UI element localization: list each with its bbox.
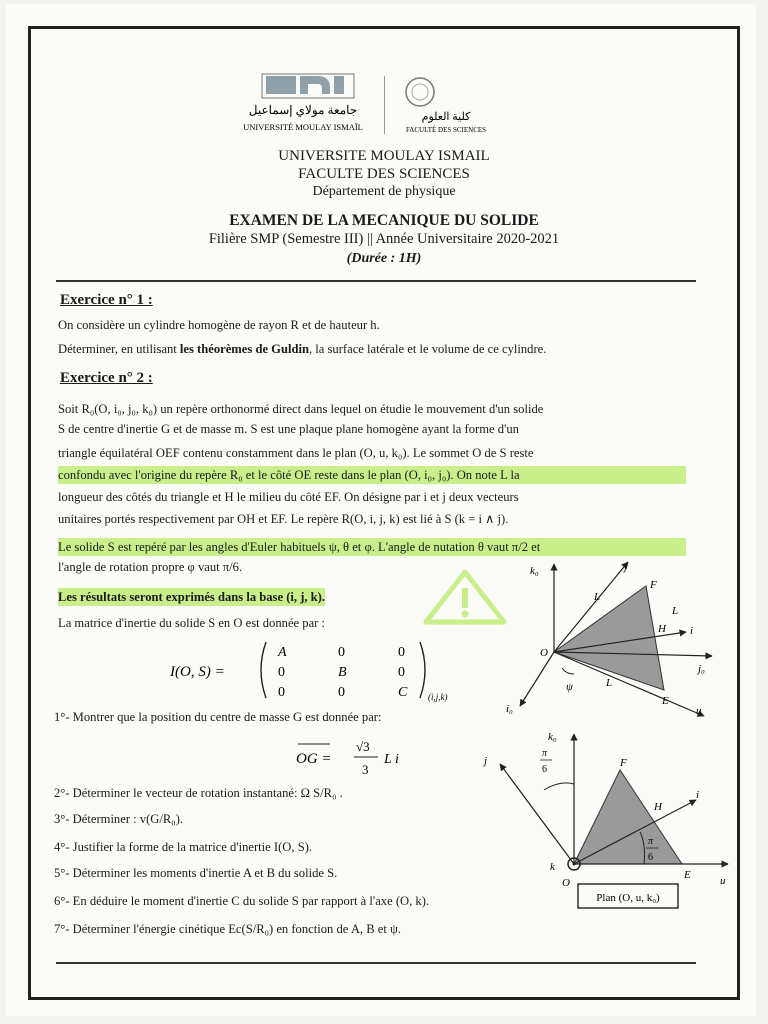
matrix-c: C [398, 685, 408, 700]
header-rule [56, 280, 696, 282]
exercise2-para2-line2: l'angle de rotation propre φ vaut π/6. [58, 560, 243, 574]
university-name: UNIVERSITE MOULAY ISMAIL [278, 148, 490, 164]
faculty-arabic-text: كلية العلوم [421, 111, 471, 123]
label-pi: π [542, 748, 548, 759]
faculty-latin-text: FACULTÉ DES SCIENCES [405, 126, 487, 134]
label-i: i [696, 789, 700, 801]
exam-duration: (Durée : 1H) [346, 251, 422, 266]
logo-divider [384, 76, 385, 134]
university-logo [238, 70, 368, 140]
logo-arabic-text: جامعة مولاي إسماعيل [248, 103, 358, 117]
question-4: 4°- Justifier la forme de la matrice d'inertie I(O, S). [54, 840, 313, 854]
og-formula [296, 734, 436, 780]
label-l2: L [672, 605, 679, 617]
matrix-b: B [338, 665, 347, 680]
faculty-logo [398, 72, 490, 138]
label-l3: L [606, 677, 613, 689]
label-o: O [540, 647, 548, 659]
matrix-cell: 0 [278, 685, 285, 700]
label-pi-den: 6 [542, 764, 547, 775]
label-u: u [696, 705, 702, 717]
label-j0: j₀ [698, 663, 705, 675]
label-pi2-den: 6 [648, 852, 653, 863]
question-2: 2°- Déterminer le vecteur de rotation instantané: Ω S/R₀ . [54, 786, 343, 800]
label-k0: k₀ [530, 565, 539, 577]
exercise2-para1-line4: confondu avec l'origine du repère R₀ et le côté OE reste dans le plan (O, i₀, j₀). On note L la [58, 466, 686, 484]
label-f: F [620, 757, 627, 769]
filiere-line: Filière SMP (Semestre III) || Année Universitaire 2020-2021 [208, 231, 560, 247]
matrix-cell: 0 [398, 665, 405, 680]
label-k: k [550, 861, 555, 873]
question-3: 3°- Déterminer : v(G/R₀). [54, 812, 184, 826]
figure-2-plane [470, 726, 740, 916]
label-j: j [624, 561, 628, 573]
label-h: H [654, 801, 662, 813]
triangle-oef-plan [574, 770, 682, 864]
label-f: F [650, 579, 657, 591]
figure-1-euler-angles [500, 556, 730, 724]
label-psi: ψ [566, 681, 573, 693]
label-i0: i₀ [506, 703, 513, 715]
matrix-cell: 0 [278, 665, 285, 680]
matrix-cell: 0 [338, 685, 345, 700]
exercise2-title: Exercice n° 2 : [60, 370, 153, 386]
question-6: 6°- En déduire le moment d'inertie C du solide S par rapport à l'axe (O, k). [54, 894, 430, 908]
inertia-intro: La matrice d'inertie du solide S en O est donnée par : [58, 616, 326, 630]
og-rhs: L i [384, 752, 399, 767]
label-l1: L [594, 591, 601, 603]
label-u: u [720, 875, 726, 887]
question-7: 7°- Déterminer l'énergie cinétique Ec(S/R₀) en fonction de A, B et ψ. [54, 922, 402, 936]
label-i: i [690, 625, 694, 637]
og-lhs: OG = [296, 751, 332, 767]
label-j: j [484, 755, 488, 767]
department-name: Département de physique [312, 184, 456, 199]
exercise2-para1-line5: longueur des côtés du triangle et H le milieu du côté EF. On désigne par i et j deux vecteurs [58, 490, 519, 504]
question-5: 5°- Déterminer les moments d'inertie A et B du solide S. [54, 866, 338, 880]
exercise1-title: Exercice n° 1 : [60, 292, 153, 308]
label-k0: k₀ [548, 731, 557, 743]
question-1: 1°- Montrer que la position du centre de masse G est donnée par: [54, 710, 382, 724]
exercise1-line2: Déterminer, en utilisant les théorèmes de Guldin, la surface latérale et le volume de ce cylindre. [58, 342, 547, 356]
plan-box-label: Plan (O, u, k₀) [596, 892, 660, 904]
matrix-cell: 0 [398, 645, 405, 660]
label-e: E [684, 869, 691, 881]
label-o: O [562, 877, 570, 889]
faculty-name: FACULTE DES SCIENCES [298, 166, 470, 182]
og-den: 3 [362, 762, 369, 777]
exercise1-line1: On considère un cylindre homogène de rayon R et de hauteur h. [58, 318, 380, 332]
exercise2-para1-line2: S de centre d'inertie G et de masse m. S est une plaque plane homogène ayant la forme d'un [58, 422, 519, 436]
matrix-basis: (i,j,k) [428, 692, 448, 702]
exercise2-para1-line1: Soit R₀(O, i₀, j₀, k₀) un repère orthonormé direct dans lequel on étudie le mouvement d'un solide [58, 402, 544, 416]
inertia-lhs: I(O, S) = [170, 664, 225, 680]
og-num: √3 [356, 739, 370, 754]
logo-latin-text: UNIVERSITÉ MOULAY ISMAÏL [243, 122, 363, 132]
inertia-matrix [170, 636, 470, 704]
label-pi2: π [648, 836, 654, 847]
footer-rule [56, 962, 696, 964]
label-e: E [662, 695, 669, 707]
matrix-a: A [278, 645, 287, 660]
results-note: Les résultats seront exprimés dans la base (i, j, k). [58, 590, 326, 604]
exercise2-para1-line3: triangle équilatéral OEF contenu constamment dans le plan (O, u, k₀). Le sommet O de S reste [58, 446, 534, 460]
label-h: H [658, 623, 666, 635]
exercise2-para2-line1: Le solide S est repéré par les angles d'Euler habituels ψ, θ et φ. L'angle de nutation θ vaut π/2 et [58, 538, 686, 556]
exercise2-para1-line6: unitaires portés respectivement par OH et EF. Le repère R(O, i, j, k) est lié à S (k = i ∧ j). [58, 512, 509, 526]
exam-title: EXAMEN DE LA MECANIQUE DU SOLIDE [229, 212, 539, 229]
matrix-cell: 0 [338, 645, 345, 660]
